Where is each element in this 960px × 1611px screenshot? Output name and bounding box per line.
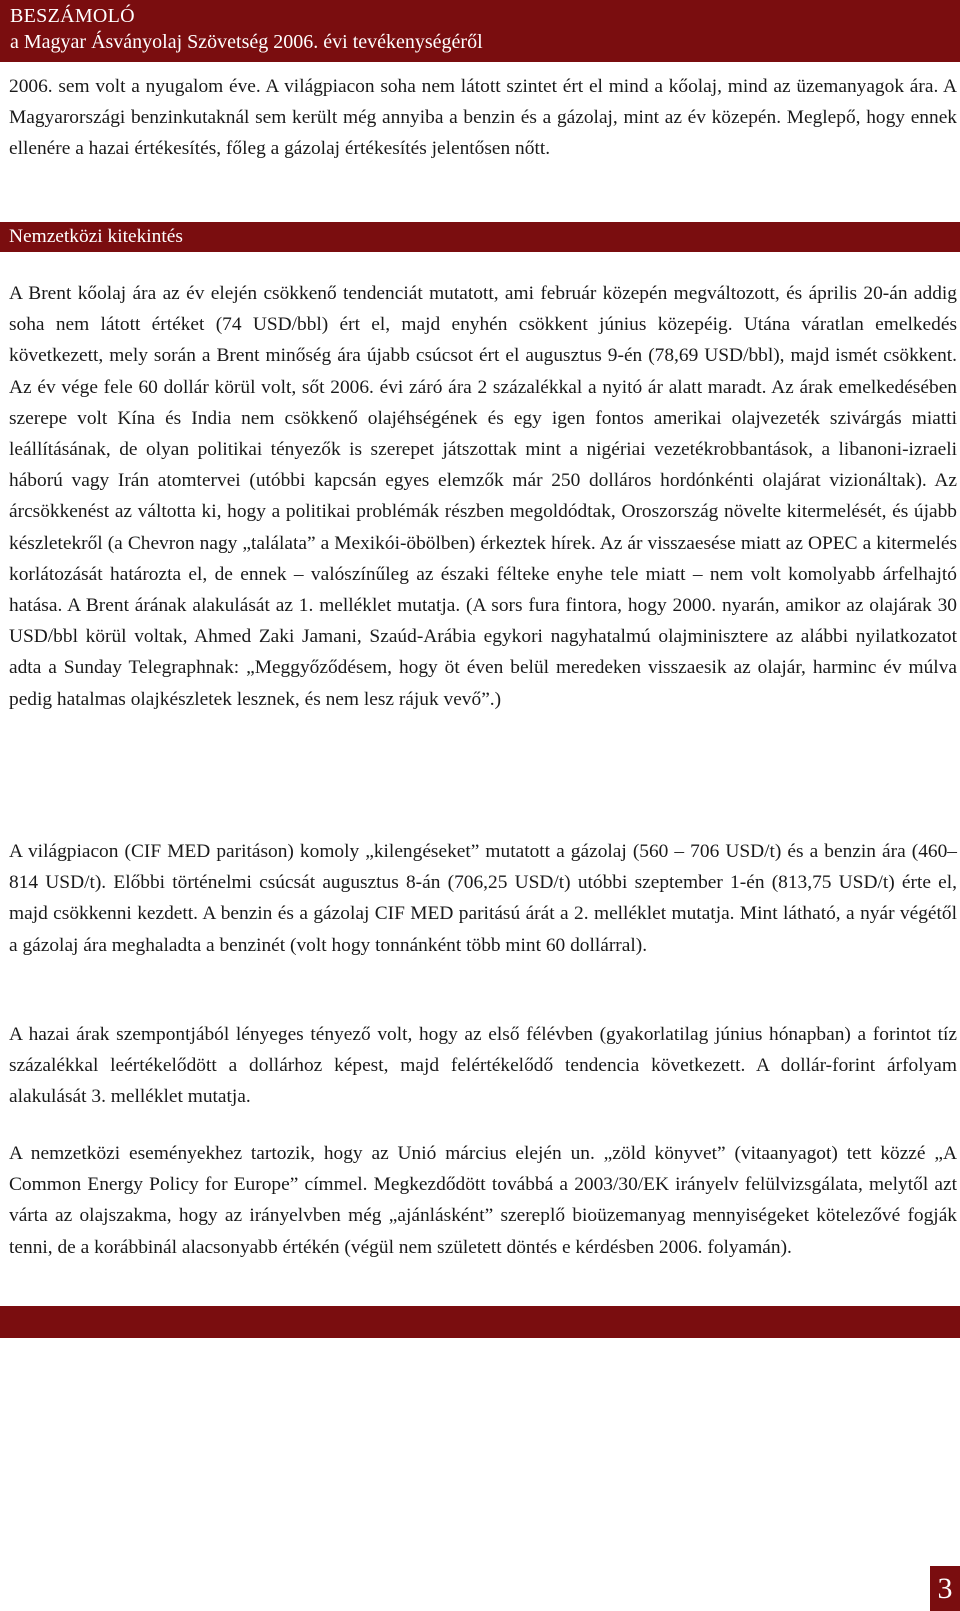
paragraph-domestic-prices: A hazai árak szempontjából lényeges tényező volt, hogy az első félévben (gyakorlatilag június hónapban) a forintot tíz százalékkal leértékelődött a dollárhoz képest, majd felértékelődő tendencia következett. A dollár-forint árfolyam alakulását 3. melléklet mutatja. [9,1024,957,1108]
report-title-banner [0,0,960,62]
paragraph-international-events: A nemzetközi eseményekhez tartozik, hogy az Unió március elején un. „zöld könyvet” (vitaanyagot) tett közzé „A Common Energy Policy for Europe” címmel. Megkezdődött továbbá a 2003/30/EK irányelv felülvizsgálata, melytől azt várta az olajszakma, hogy az irányelvben még „ajánlásként” szereplő bioüzemanyag mennyiségeket kötelezővé fogják tenni, de a korábbinál alacsonyabb értékén (végül nem született döntés e kérdésben 2006. folyamán). [9,1143,957,1258]
report-title: BESZÁMOLÓ [10,5,135,27]
paragraph-brent-price: A Brent kőolaj ára az év elején csökkenő tendenciát mutatott, ami február közepén megváltozott, és április 20-án addig soha nem látott értéket (74 USD/bbl) ért el, majd enyhén csökkent június közepéig. Utána váratlan emelkedés következett, mely során a Brent minőség ára újabb csúcsot ért el augusztus 9-én (78,69 USD/bbl), majd ismét csökkent. Az év vége fele 60 dollár körül volt, sőt 2006. évi záró ára 2 százalékkal a nyitó ár alatt maradt. Az árak emelkedésében szerepe volt Kína és India nem csökkenő olajéhségének és egy igen fontos amerikai olajvezeték szivárgás miatti leállításának, de olyan politikai tényezők is szerepet játszottak mint a nigériai vezetékrobbantások, a libanoni-izraeli háború vagy Irán atomtervei (utóbbi kapcsán egyes elemzők már 250 dolláros hordónkénti olajárat vizionáltak). Az árcsökkenést az váltotta ki, hogy a politikai problémák részben megoldódtak, Oroszország növelte kitermelését, és újabb készletekről (a Chevron nagy „találata” a Mexikói-öbölben) érkeztek hírek. Az ár visszaesése miatt az OPEC a kitermelés korlátozását határozta el, de ennek – valószínűleg az északi félteke enyhe tele miatt – nem volt komolyabb árfelhajtó hatása. A Brent árának alakulását az 1. melléklet mutatja. (A sors fura fintora, hogy 2000. nyarán, amikor az olajárak 30 USD/bbl körül voltak, Ahmed Zaki Jamani, Szaúd-Arábia egykori nagyhatalmú olajminisztere az alábbi nyilatkozatot adta a Sunday Telegraphnak: „Meggyőződésem, hogy öt éven belül meredeken visszaesik az olajár, harminc év múlva pedig hatalmas olajkészletek lesznek, és nem lesz rájuk vevő”.) [9,283,957,710]
section-heading-international: Nemzetközi kitekintés [0,222,960,252]
page-number: 3 [930,1566,960,1611]
intro-paragraph: 2006. sem volt a nyugalom éve. A világpiacon soha nem látott szintet ért el mind a kőolaj, mind az üzemanyagok ára. A Magyarországi benzinkutaknál sem került még annyiba a benzin és a gázolaj, mint az év közepén. Meglepő, hogy ennek ellenére a hazai értékesítés, főleg a gázolaj értékesítés jelentősen nőtt. [9,76,957,160]
report-subtitle: a Magyar Ásványolaj Szövetség 2006. évi tevékenységéről [10,31,483,53]
paragraph-world-market: A világpiacon (CIF MED paritáson) komoly „kilengéseket” mutatott a gázolaj (560 – 706 USD/t) és a benzin ára (460–814 USD/t). Előbbi történelmi csúcsát augusztus 8-án (706,25 USD/t) utóbbi szeptember 1-én (813,75 USD/t) érte el, majd csökkenni kezdett. A benzin és a gázolaj CIF MED paritású árát a 2. melléklet mutatja. Mint látható, a nyár végétől a gázolaj ára meghaladta a benzinét (volt hogy tonnánként több mint 60 dollárral). [9,841,957,956]
section-end-divider [0,1306,960,1338]
